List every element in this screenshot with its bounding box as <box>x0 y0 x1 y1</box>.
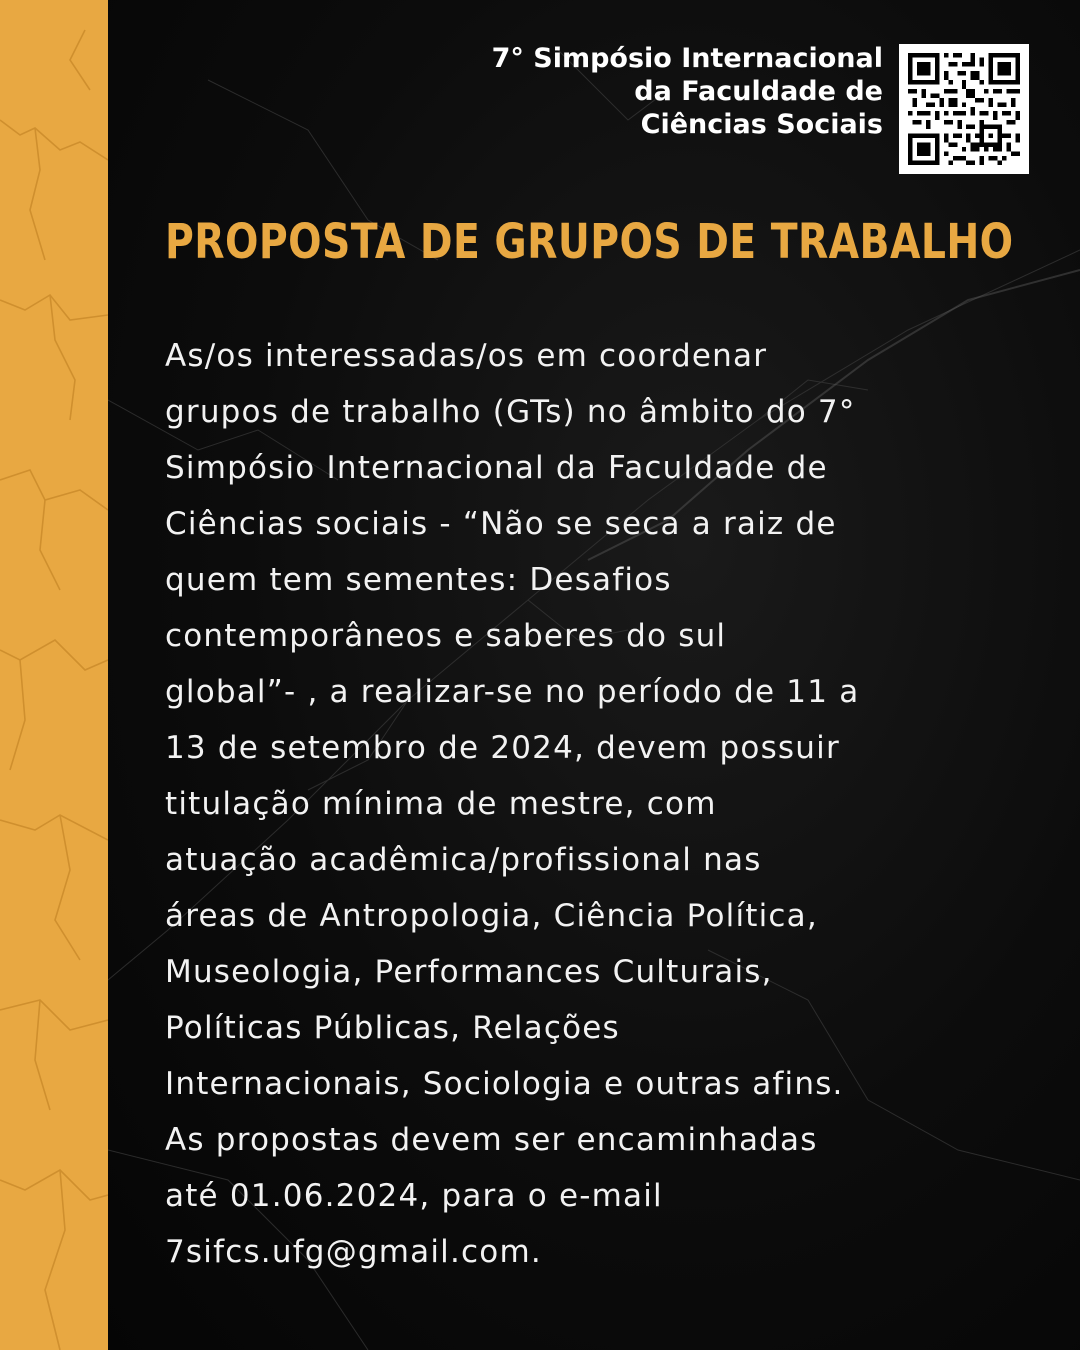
body-line: Internacionais, Sociologia e outras afins. <box>165 1066 844 1102</box>
body-line: Políticas Públicas, Relações <box>165 1010 620 1046</box>
event-title-line-1: 7° Simpósio Internacional <box>491 43 883 74</box>
event-title-line-3: Ciências Sociais <box>640 109 883 140</box>
body-paragraph <box>165 328 955 1280</box>
body-line: atuação acadêmica/profissional nas <box>165 842 762 878</box>
section-heading: PROPOSTA DE GRUPOS DE TRABALHO <box>165 214 1014 270</box>
cracked-texture-decoration <box>0 0 108 1350</box>
body-line: contemporâneos e saberes do sul <box>165 618 727 654</box>
event-title-line-2: da Faculdade de <box>634 76 883 107</box>
left-accent-band <box>0 0 108 1350</box>
event-title <box>363 42 883 141</box>
body-line: global”- , a realizar-se no período de 11 a <box>165 674 860 710</box>
email-address[interactable]: 7sifcs.ufg@gmail.com. <box>165 1234 542 1270</box>
body-line: até 01.06.2024, para o e-mail <box>165 1178 663 1214</box>
body-line: grupos de trabalho (GTs) no âmbito do 7° <box>165 394 856 430</box>
body-line: Simpósio Internacional da Faculdade de <box>165 450 828 486</box>
body-line: Ciências sociais - “Não se seca a raiz de <box>165 506 837 542</box>
qr-code-icon <box>899 44 1029 174</box>
body-line: 13 de setembro de 2024, devem possuir <box>165 730 840 766</box>
body-line: As/os interessadas/os em coordenar <box>165 338 768 374</box>
body-line: As propostas devem ser encaminhadas <box>165 1122 818 1158</box>
body-line: quem tem sementes: Desafios <box>165 562 672 598</box>
body-line: titulação mínima de mestre, com <box>165 786 717 822</box>
body-line: Museologia, Performances Culturais, <box>165 954 773 990</box>
body-line: áreas de Antropologia, Ciência Política, <box>165 898 818 934</box>
